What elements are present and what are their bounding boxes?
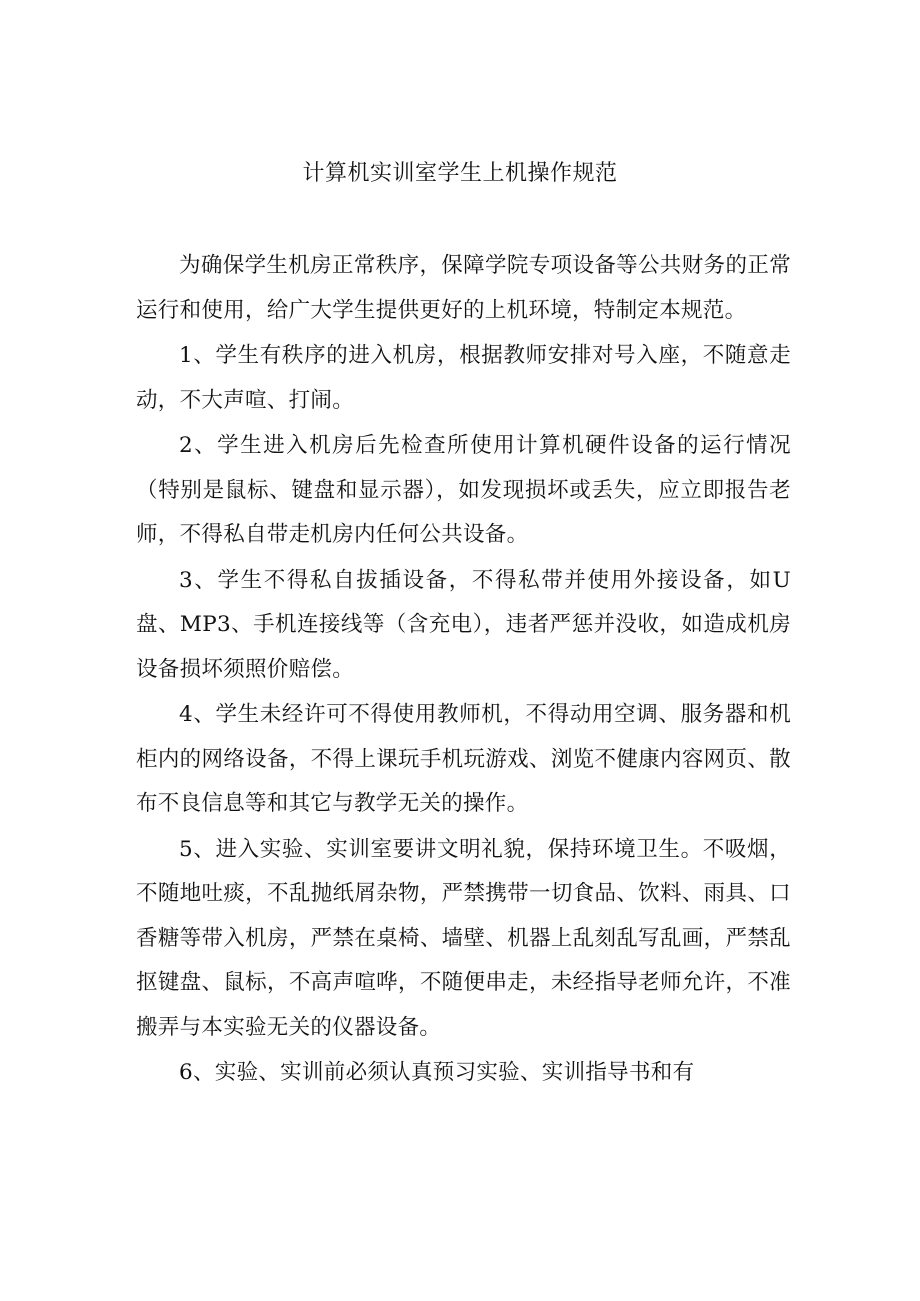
- rule-paragraph-3: 3、学生不得私自拔插设备，不得私带并使用外接设备，如U盘、MP3、手机连接线等（含充电），违者严惩并没收，如造成机房设备损坏须照价赔偿。: [136, 567, 791, 682]
- rule-paragraph-6: 6、实验、实训前必须认真预习实验、实训指导书和有: [179, 1060, 695, 1085]
- document-title: 计算机实训室学生上机操作规范: [302, 161, 618, 186]
- rule-paragraph-5: 5、进入实验、实训室要讲文明礼貌，保持环境卫生。不吸烟，不随地吐痰，不乱抛纸屑杂物，严禁携带一切食品、饮料、雨具、口香糖等带入机房，严禁在桌椅、墙壁、机器上乱刻乱写乱画，严禁乱抠键盘、鼠标，不高声喧哗，不随便串走，未经指导老师允许，不准搬弄与本实验无关的仪器设备。: [136, 836, 791, 1040]
- rule-paragraph-2: 2、学生进入机房后先检查所使用计算机硬件设备的运行情况（特别是鼠标、键盘和显示器），如发现损坏或丢失，应立即报告老师，不得私自带走机房内任何公共设备。: [136, 433, 791, 547]
- intro-paragraph: 为确保学生机房正常秩序，保障学院专项设备等公共财务的正常运行和使用，给广大学生提供更好的上机环境，特制定本规范。: [136, 253, 791, 323]
- rule-paragraph-1: 1、学生有秩序的进入机房，根据教师安排对号入座，不随意走动，不大声喧、打闹。: [136, 343, 791, 413]
- rule-paragraph-4: 4、学生未经许可不得使用教师机，不得动用空调、服务器和机柜内的网络设备，不得上课玩手机玩游戏、浏览不健康内容网页、散布不良信息等和其它与教学无关的操作。: [136, 702, 791, 816]
- document-body: [136, 244, 791, 1097]
